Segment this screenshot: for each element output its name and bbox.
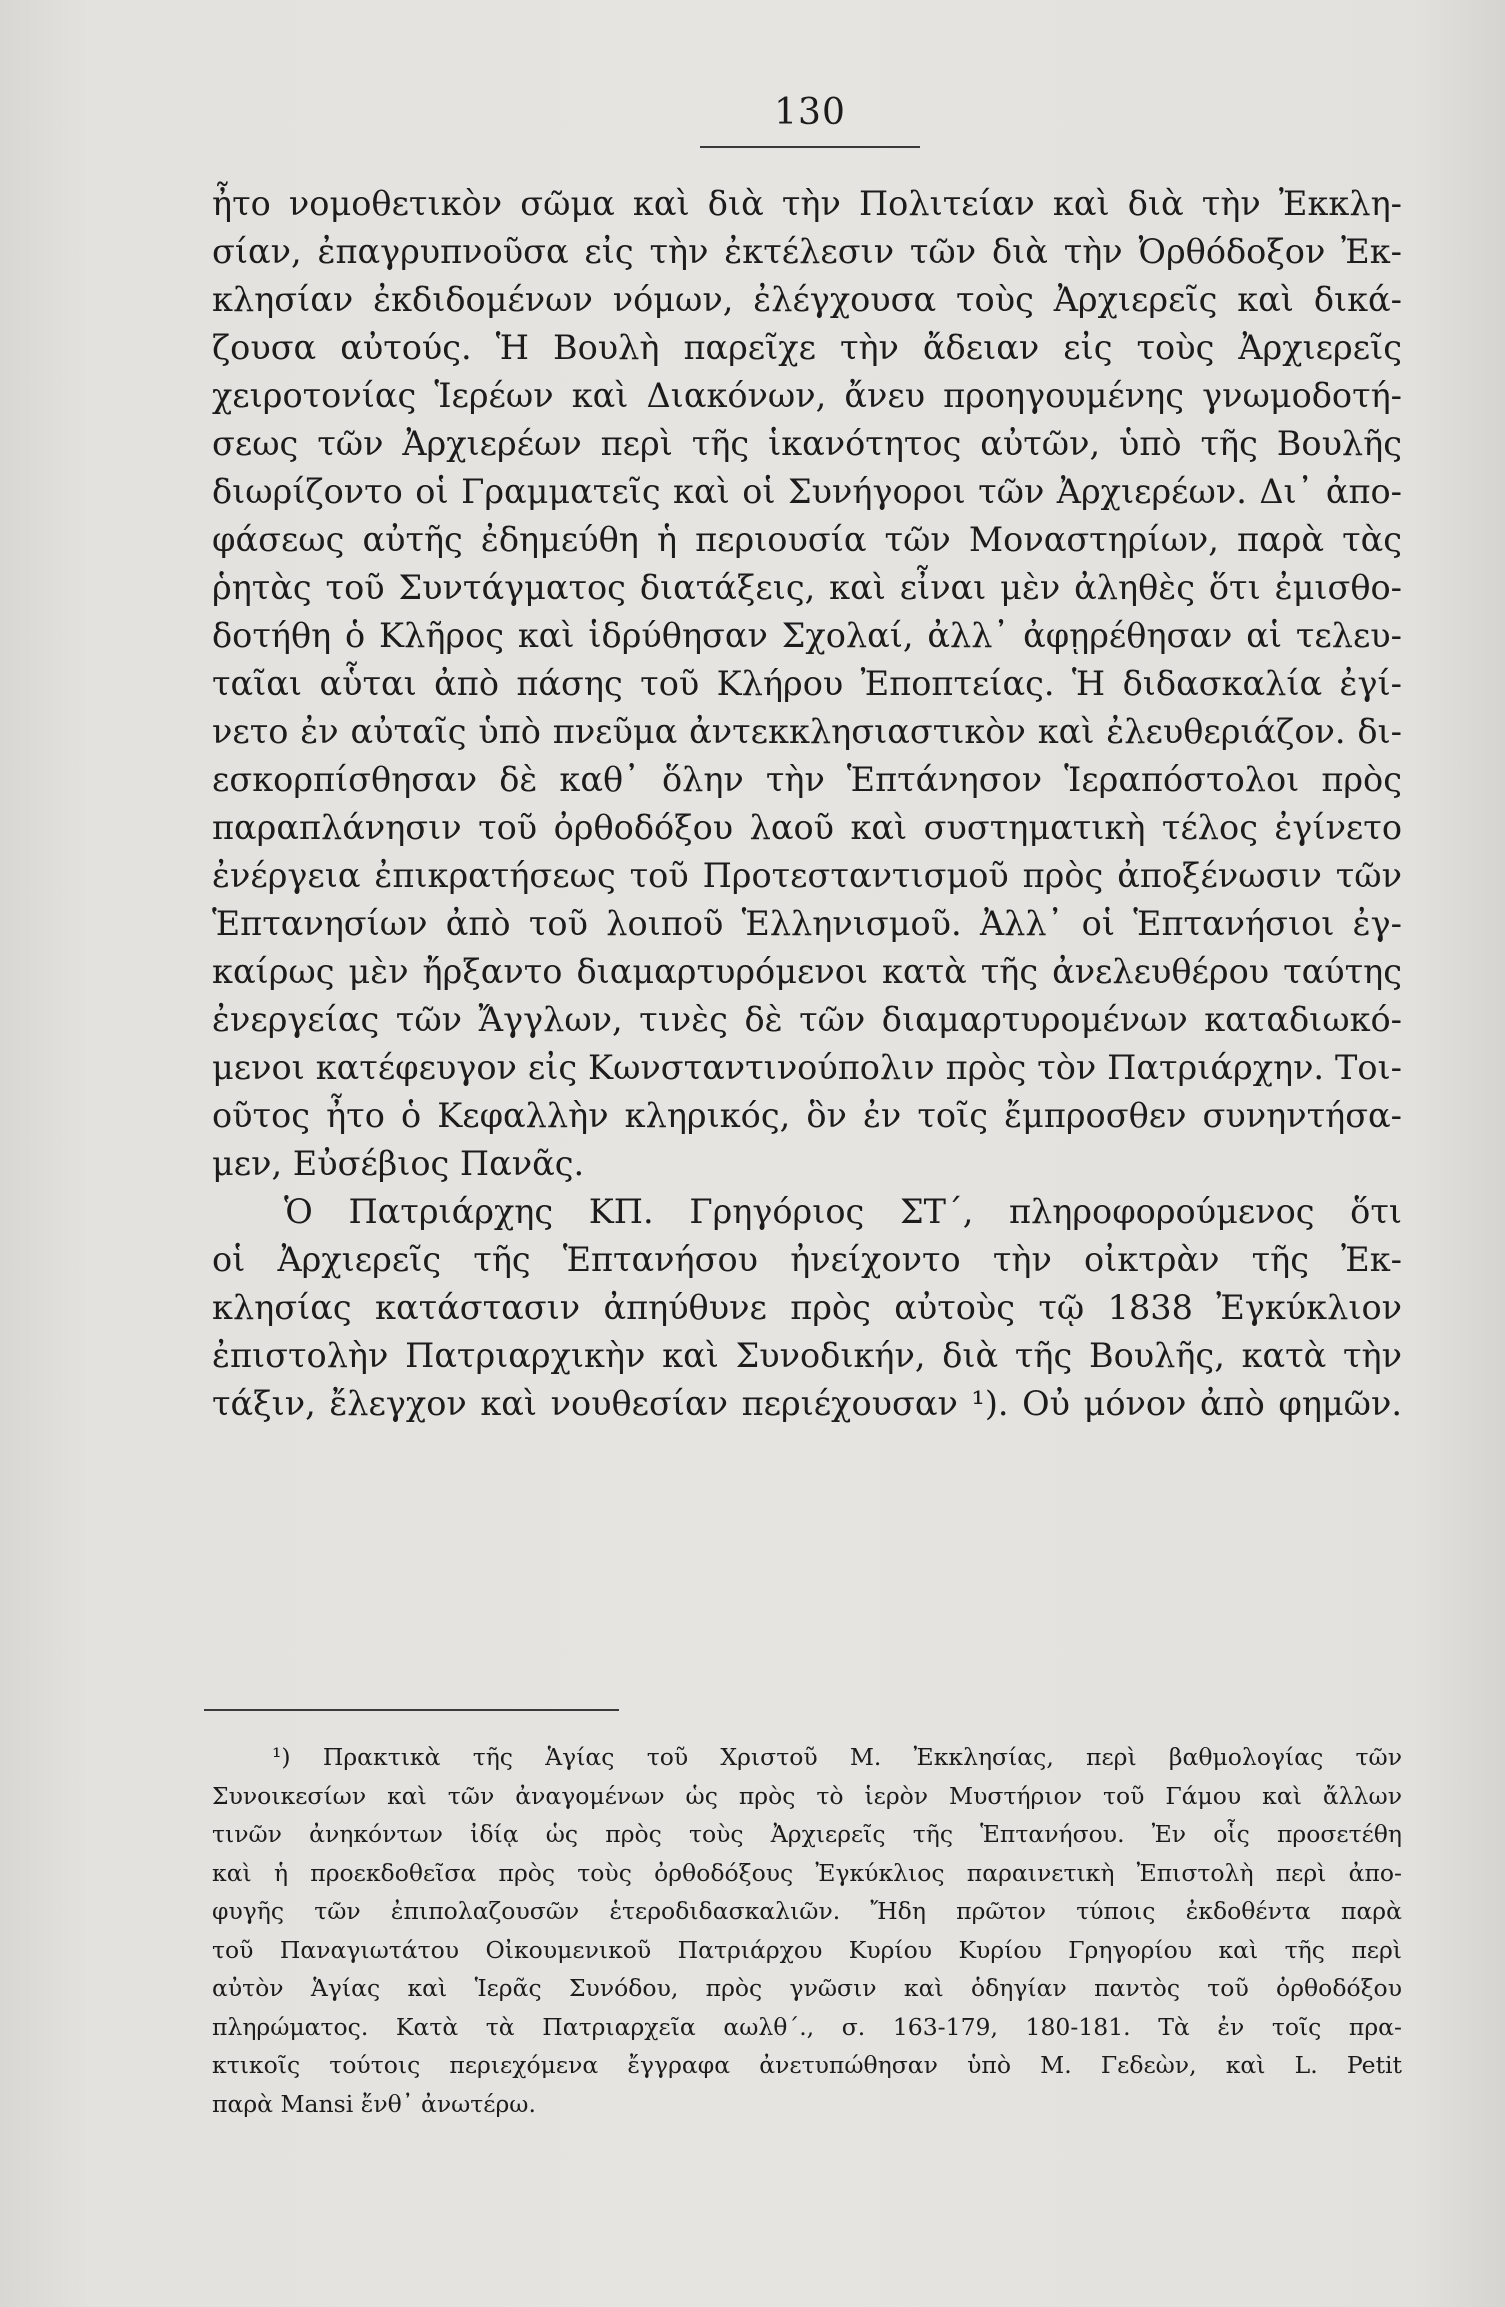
footnote-line: παρὰ Mansi ἔνθ᾽ ἀνωτέρω.	[212, 2089, 536, 2118]
body-line: τάξιν, ἔλεγχον καὶ νουθεσίαν περιέχουσαν ¹). Οὐ μόνον ἀπὸ φημῶν.	[212, 1384, 1402, 1423]
body-line: ζουσα αὐτούς. Ἡ Βουλὴ παρεῖχε τὴν ἄδειαν εἰς τοὺς Ἀρχιερεῖς	[212, 328, 1402, 367]
footnote-line: αὐτὸν Ἁγίας καὶ Ἱερᾶς Συνόδου, πρὸς γνῶσιν καὶ ὁδηγίαν παντὸς τοῦ ὀρθοδόξου	[212, 1974, 1402, 2002]
body-text	[212, 180, 1402, 1428]
footnote-line: καὶ ἡ προεκδοθεῖσα πρὸς τοὺς ὀρθοδόξους Ἐγκύκλιος παραινετικὴ Ἐπιστολὴ περὶ ἀπο-	[212, 1858, 1402, 1887]
body-line: παραπλάνησιν τοῦ ὀρθοδόξου λαοῦ καὶ συστηματικὴ τέλος ἐγίνετο	[212, 808, 1402, 847]
body-line: ταῖαι αὗται ἀπὸ πάσης τοῦ Κλήρου Ἐποπτείας. Ἡ διδασκαλία ἐγί-	[212, 664, 1402, 703]
body-line: καίρως μὲν ἤρξαντο διαμαρτυρόμενοι κατὰ τῆς ἀνελευθέρου ταύτης	[212, 952, 1402, 991]
footnote-rule	[204, 1709, 619, 1711]
body-line: Ἑπτανησίων ἀπὸ τοῦ λοιποῦ Ἑλληνισμοῦ. Ἀλλ᾽ οἱ Ἑπτανήσιοι ἐγ-	[212, 904, 1402, 943]
header-rule	[700, 146, 920, 148]
body-line: οῦτος ἦτο ὁ Κεφαλλὴν κληρικός, ὃν ἐν τοῖς ἔμπροσθεν συνηντήσα-	[212, 1096, 1402, 1135]
body-line: ἐπιστολὴν Πατριαρχικὴν καὶ Συνοδικήν, διὰ τῆς Βουλῆς, κατὰ τὴν	[212, 1336, 1402, 1375]
footnotes	[212, 1738, 1402, 2123]
body-line: διωρίζοντο οἱ Γραμματεῖς καὶ οἱ Συνήγοροι τῶν Ἀρχιερέων. Δι᾽ ἀπο-	[212, 472, 1402, 511]
body-line: μεν, Εὐσέβιος Πανᾶς.	[212, 1144, 585, 1183]
body-line: νετο ἐν αὐταῖς ὑπὸ πνεῦμα ἀντεκκλησιαστικὸν καὶ ἐλευθεριάζον. δι-	[212, 712, 1402, 751]
footnote-line: φυγῆς τῶν ἐπιπολαζουσῶν ἑτεροδιδασκαλιῶν. Ἤδη πρῶτον τύποις ἐκδοθέντα παρὰ	[212, 1897, 1402, 1925]
body-line: ῥητὰς τοῦ Συντάγματος διατάξεις, καὶ εἶναι μὲν ἀληθὲς ὅτι ἐμισθο-	[212, 568, 1402, 607]
footnote-line: τοῦ Παναγιωτάτου Οἰκουμενικοῦ Πατριάρχου Κυρίου Κυρίου Γρηγορίου καὶ τῆς περὶ	[212, 1935, 1402, 1964]
body-line: ἦτο νομοθετικὸν σῶμα καὶ διὰ τὴν Πολιτείαν καὶ διὰ τὴν Ἐκκλη-	[212, 184, 1402, 223]
body-line: ἐνεργείας τῶν Ἄγγλων, τινὲς δὲ τῶν διαμαρτυρομένων καταδιωκό-	[212, 1000, 1402, 1039]
body-line: κλησίας κατάστασιν ἀπηύθυνε πρὸς αὐτοὺς τῷ 1838 Ἐγκύκλιον	[212, 1288, 1402, 1327]
footnote-line: πληρώματος. Κατὰ τὰ Πατριαρχεῖα αωλθ΄., σ. 163-179, 180-181. Τὰ ἐν τοῖς πρα-	[212, 2012, 1402, 2041]
body-line: φάσεως αὐτῆς ἐδημεύθη ἡ περιουσία τῶν Μοναστηρίων, παρὰ τὰς	[212, 520, 1402, 559]
footnote-line: Συνοικεσίων καὶ τῶν ἀναγομένων ὡς πρὸς τὸ ἱερὸν Μυστήριον τοῦ Γάμου καὶ ἄλλων	[212, 1781, 1402, 1810]
body-line: Ὁ Πατριάρχης ΚΠ. Γρηγόριος ΣΤ΄, πληροφορούμενος ὅτι	[284, 1192, 1402, 1231]
body-line: σίαν, ἐπαγρυπνοῦσα εἰς τὴν ἐκτέλεσιν τῶν διὰ τὴν Ὀρθόδοξον Ἐκ-	[212, 232, 1402, 271]
body-line: χειροτονίας Ἱερέων καὶ Διακόνων, ἄνευ προηγουμένης γνωμοδοτή-	[212, 376, 1402, 415]
body-line: ἐνέργεια ἐπικρατήσεως τοῦ Προτεσταντισμοῦ πρὸς ἀποξένωσιν τῶν	[212, 856, 1402, 895]
body-line: κλησίαν ἐκδιδομένων νόμων, ἐλέγχουσα τοὺς Ἀρχιερεῖς καὶ δικά-	[212, 280, 1402, 319]
footnote-line: ¹) Πρακτικὰ τῆς Ἁγίας τοῦ Χριστοῦ Μ. Ἐκκλησίας, περὶ βαθμολογίας τῶν	[272, 1743, 1402, 1771]
body-line: οἱ Ἀρχιερεῖς τῆς Ἑπτανήσου ἠνείχοντο τὴν οἰκτρὰν τῆς Ἐκ-	[212, 1240, 1402, 1279]
body-line: εσκορπίσθησαν δὲ καθ᾽ ὅλην τὴν Ἑπτάνησον Ἱεραπόστολοι πρὸς	[212, 760, 1402, 799]
page-number: 130	[774, 92, 846, 133]
body-line: σεως τῶν Ἀρχιερέων περὶ τῆς ἱκανότητος αὐτῶν, ὑπὸ τῆς Βουλῆς	[212, 424, 1402, 463]
body-line: μενοι κατέφευγον εἰς Κωνσταντινούπολιν πρὸς τὸν Πατριάρχην. Τοι-	[212, 1048, 1402, 1087]
footnote-line: κτικοῖς τούτοις περιεχόμενα ἔγγραφα ἀνετυπώθησαν ὑπὸ Μ. Γεδεὼν, καὶ L. Petit	[212, 2051, 1402, 2079]
footnote-line: τινῶν ἀνηκόντων ἰδίᾳ ὡς πρὸς τοὺς Ἀρχιερεῖς τῆς Ἑπτανήσου. Ἐν οἷς προσετέθη	[212, 1820, 1402, 1848]
body-line: δοτήθη ὁ Κλῆρος καὶ ἱδρύθησαν Σχολαί, ἀλλ᾽ ἀφῃρέθησαν αἱ τελευ-	[212, 616, 1402, 655]
